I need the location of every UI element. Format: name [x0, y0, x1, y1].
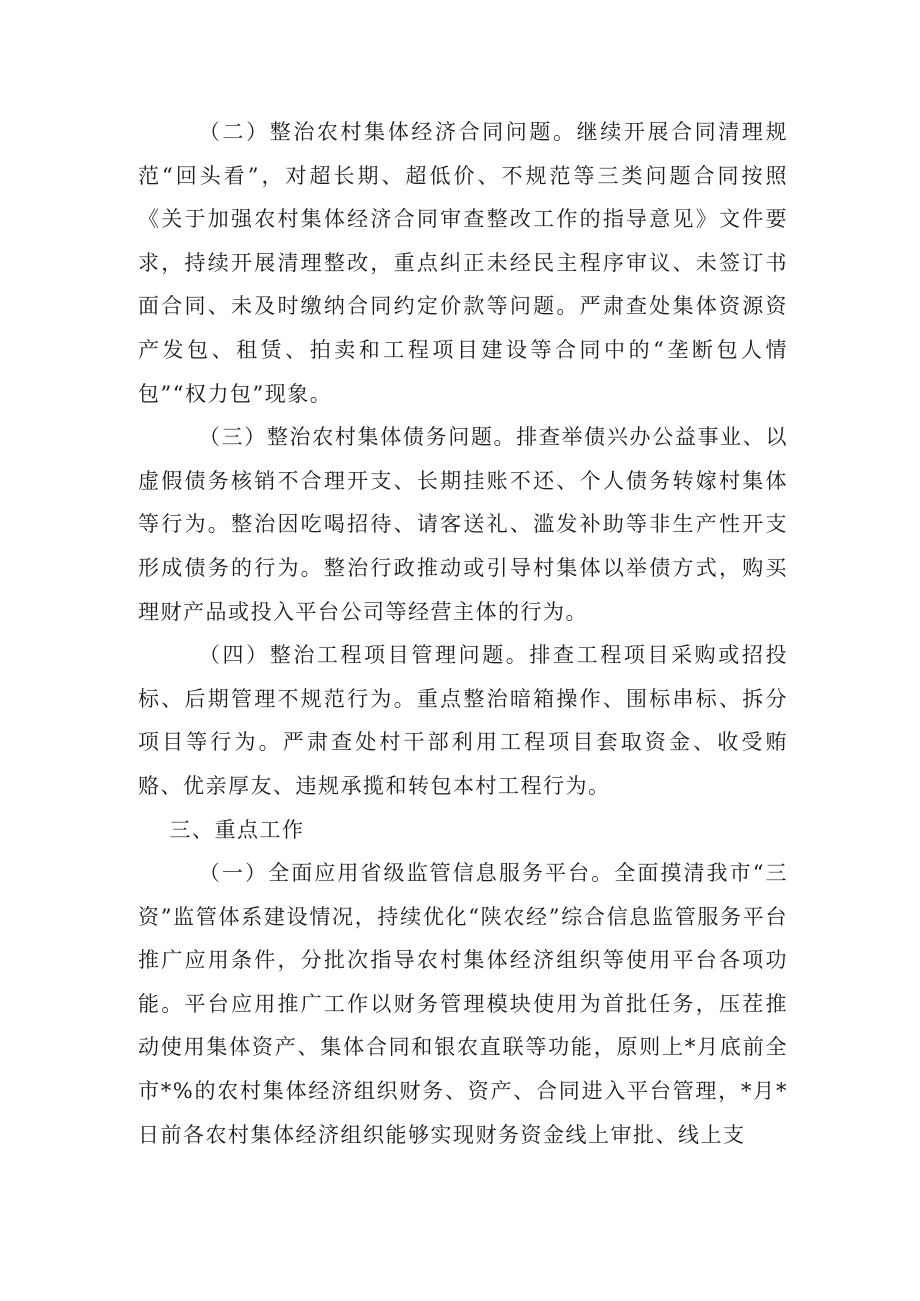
section-heading: 三、重点工作: [169, 817, 305, 842]
document-body: [138, 111, 788, 1157]
paragraph-contract-issues: （二）整治农村集体经济合同问题。继续开展合同清理规范“回头看”，对超长期、超低价、不规范等三类问题合同按照《关于加强农村集体经济合同审查整改工作的指导意见》文件要求，持续开展清理整改，重点纠正未经民主程序审议、未签订书面合同、未及时缴纳合同约定价款等问题。严肃查处集体资源资产发包、租赁、拍卖和工程项目建设等合同中的“垄断包人情包”“权力包”现象。: [138, 120, 788, 406]
paragraph-project-issues: （四）整治工程项目管理问题。排查工程项目采购或招投标、后期管理不规范行为。重点整治暗箱操作、围标串标、拆分项目等行为。严肃查处村干部利用工程项目套取资金、收受贿赂、优亲厚友、违规承揽和转包本村工程行为。: [138, 643, 788, 798]
paragraph-platform-application: （一）全面应用省级监管信息服务平台。全面摸清我市“三资”监管体系建设情况，持续优化“陕农经”综合信息监管服务平台推广应用条件，分批次指导农村集体经济组织等使用平台各项功能。平台应用推广工作以财务管理模块使用为首批任务，压茬推动使用集体资产、集体合同和银农直联等功能，原则上*月底前全市*%的农村集体经济组织财务、资产、合同进入平台管理，*月*日前各农村集体经济组织能够实现财务资金线上审批、线上支: [138, 861, 788, 1147]
paragraph-debt-issues: （三）整治农村集体债务问题。排查举债兴办公益事业、以虚假债务核销不合理开支、长期挂账不还、个人债务转嫁村集体等行为。整治因吃喝招待、请客送礼、滥发补助等非生产性开支形成债务的行为。整治行政推动或引导村集体以举债方式，购买理财产品或投入平台公司等经营主体的行为。: [138, 425, 788, 624]
